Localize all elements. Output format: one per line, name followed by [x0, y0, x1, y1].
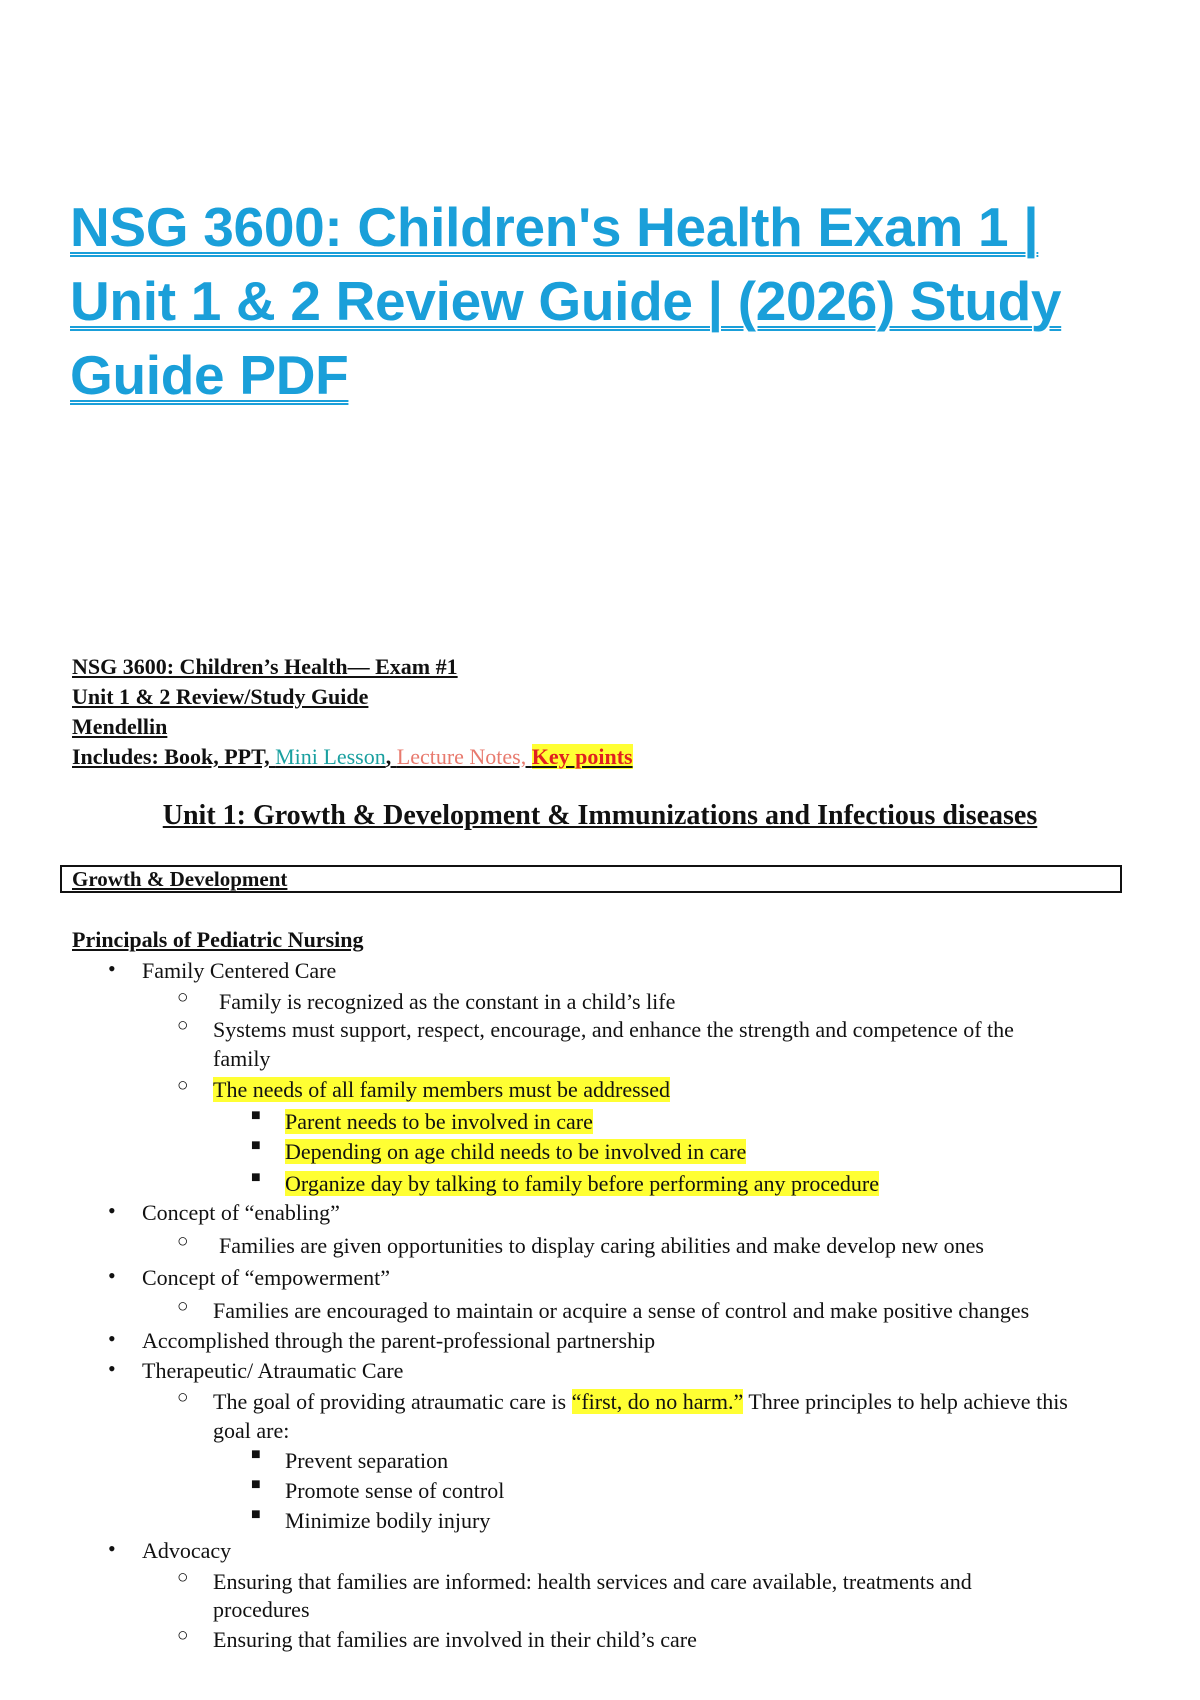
list-item-continuation: family	[213, 1046, 271, 1071]
list-item: Accomplished through the parent-professional partnership	[142, 1328, 656, 1353]
highlighted-item: Parent needs to be involved in care	[285, 1109, 593, 1134]
circle-bullet-icon: ○	[177, 1625, 189, 1646]
mini-lesson-label: Mini Lesson	[275, 744, 386, 769]
key-points-label: Key points	[531, 744, 633, 769]
list-item-continuation: procedures	[213, 1597, 310, 1622]
list-item: Advocacy	[142, 1538, 232, 1563]
unit-heading: Unit 1: Growth & Development & Immunizations and Infectious diseases	[162, 800, 1038, 831]
course-line: NSG 3600: Children’s Health— Exam #1	[72, 654, 458, 679]
highlighted-item: The needs of all family members must be addressed	[213, 1077, 670, 1102]
list-item: Ensuring that families are informed: health services and care available, treatments and	[213, 1569, 972, 1594]
lecture-notes-label: Lecture Notes,	[396, 744, 532, 769]
document-header-block	[72, 652, 633, 772]
highlighted-item: Depending on age child needs to be involved in care	[285, 1139, 747, 1164]
circle-bullet-icon: ○	[177, 1567, 189, 1588]
bullet-icon: •	[108, 956, 116, 981]
document-title-link[interactable]: NSG 3600: Children's Health Exam 1 | Unit 1 & 2 Review Guide | (2026) Study Guide PDF	[70, 196, 1062, 406]
square-bullet-icon: ■	[251, 1446, 261, 1463]
circle-bullet-icon: ○	[177, 1015, 189, 1036]
list-item: Ensuring that families are involved in their child’s care	[213, 1627, 697, 1652]
square-bullet-icon: ■	[251, 1169, 261, 1186]
bullet-icon: •	[108, 1326, 116, 1351]
bullet-icon: •	[108, 1356, 116, 1381]
bullet-icon: •	[108, 1198, 116, 1223]
author-line: Mendellin	[72, 714, 168, 739]
highlighted-quote: “first, do no harm.”	[571, 1389, 744, 1414]
list-item: Family Centered Care	[142, 958, 337, 983]
list-item: Therapeutic/ Atraumatic Care	[142, 1358, 404, 1383]
bullet-icon: •	[108, 1263, 116, 1288]
square-bullet-icon: ■	[251, 1476, 261, 1493]
circle-bullet-icon: ○	[177, 987, 189, 1008]
list-item: Concept of “empowerment”	[142, 1265, 391, 1290]
list-item: Prevent separation	[285, 1448, 449, 1473]
circle-bullet-icon: ○	[177, 1296, 189, 1317]
square-bullet-icon: ■	[251, 1506, 261, 1523]
bullet-icon: •	[108, 1536, 116, 1561]
boxed-section-heading: Growth & Development	[60, 865, 1122, 893]
list-item: Promote sense of control	[285, 1478, 505, 1503]
list-item: Families are encouraged to maintain or acquire a sense of control and make positive changes	[213, 1298, 1030, 1323]
highlighted-item: Organize day by talking to family before performing any procedure	[285, 1171, 879, 1196]
list-item: The goal of providing atraumatic care is “first, do no harm.” Three principles to help achieve this	[213, 1389, 1068, 1414]
includes-line: Includes: Book, PPT, Mini Lesson, Lecture Notes, Key points	[72, 744, 633, 769]
square-bullet-icon: ■	[251, 1137, 261, 1154]
list-item-continuation: goal are:	[213, 1418, 290, 1443]
list-item: Family is recognized as the constant in a child’s life	[219, 989, 676, 1014]
list-item: Families are given opportunities to display caring abilities and make develop new ones	[219, 1233, 984, 1258]
guide-line: Unit 1 & 2 Review/Study Guide	[72, 684, 369, 709]
circle-bullet-icon: ○	[177, 1075, 189, 1096]
list-item: Concept of “enabling”	[142, 1200, 340, 1225]
circle-bullet-icon: ○	[177, 1387, 189, 1408]
section-heading: Principals of Pediatric Nursing	[72, 927, 364, 952]
square-bullet-icon: ■	[251, 1107, 261, 1124]
list-item: Systems must support, respect, encourage, and enhance the strength and competence of the	[213, 1017, 1014, 1042]
circle-bullet-icon: ○	[177, 1231, 189, 1252]
list-item: Minimize bodily injury	[285, 1508, 491, 1533]
